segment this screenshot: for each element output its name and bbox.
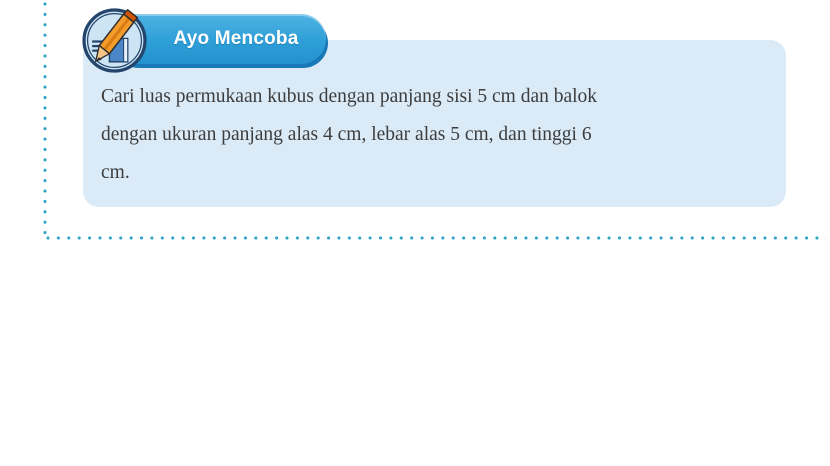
pencil-writing-icon	[82, 8, 147, 73]
dotted-border-horizontal	[46, 236, 826, 240]
problem-text-line: cm.	[101, 162, 130, 183]
problem-text-line: Cari luas permukaan kubus dengan panjang sisi 5 cm dan balok	[101, 86, 598, 107]
problem-text-line: dengan ukuran panjang alas 4 cm, lebar alas 5 cm, dan tinggi 6	[101, 124, 592, 145]
badge-label: Ayo Mencoba	[173, 28, 299, 49]
dotted-border-vertical	[43, 2, 47, 234]
